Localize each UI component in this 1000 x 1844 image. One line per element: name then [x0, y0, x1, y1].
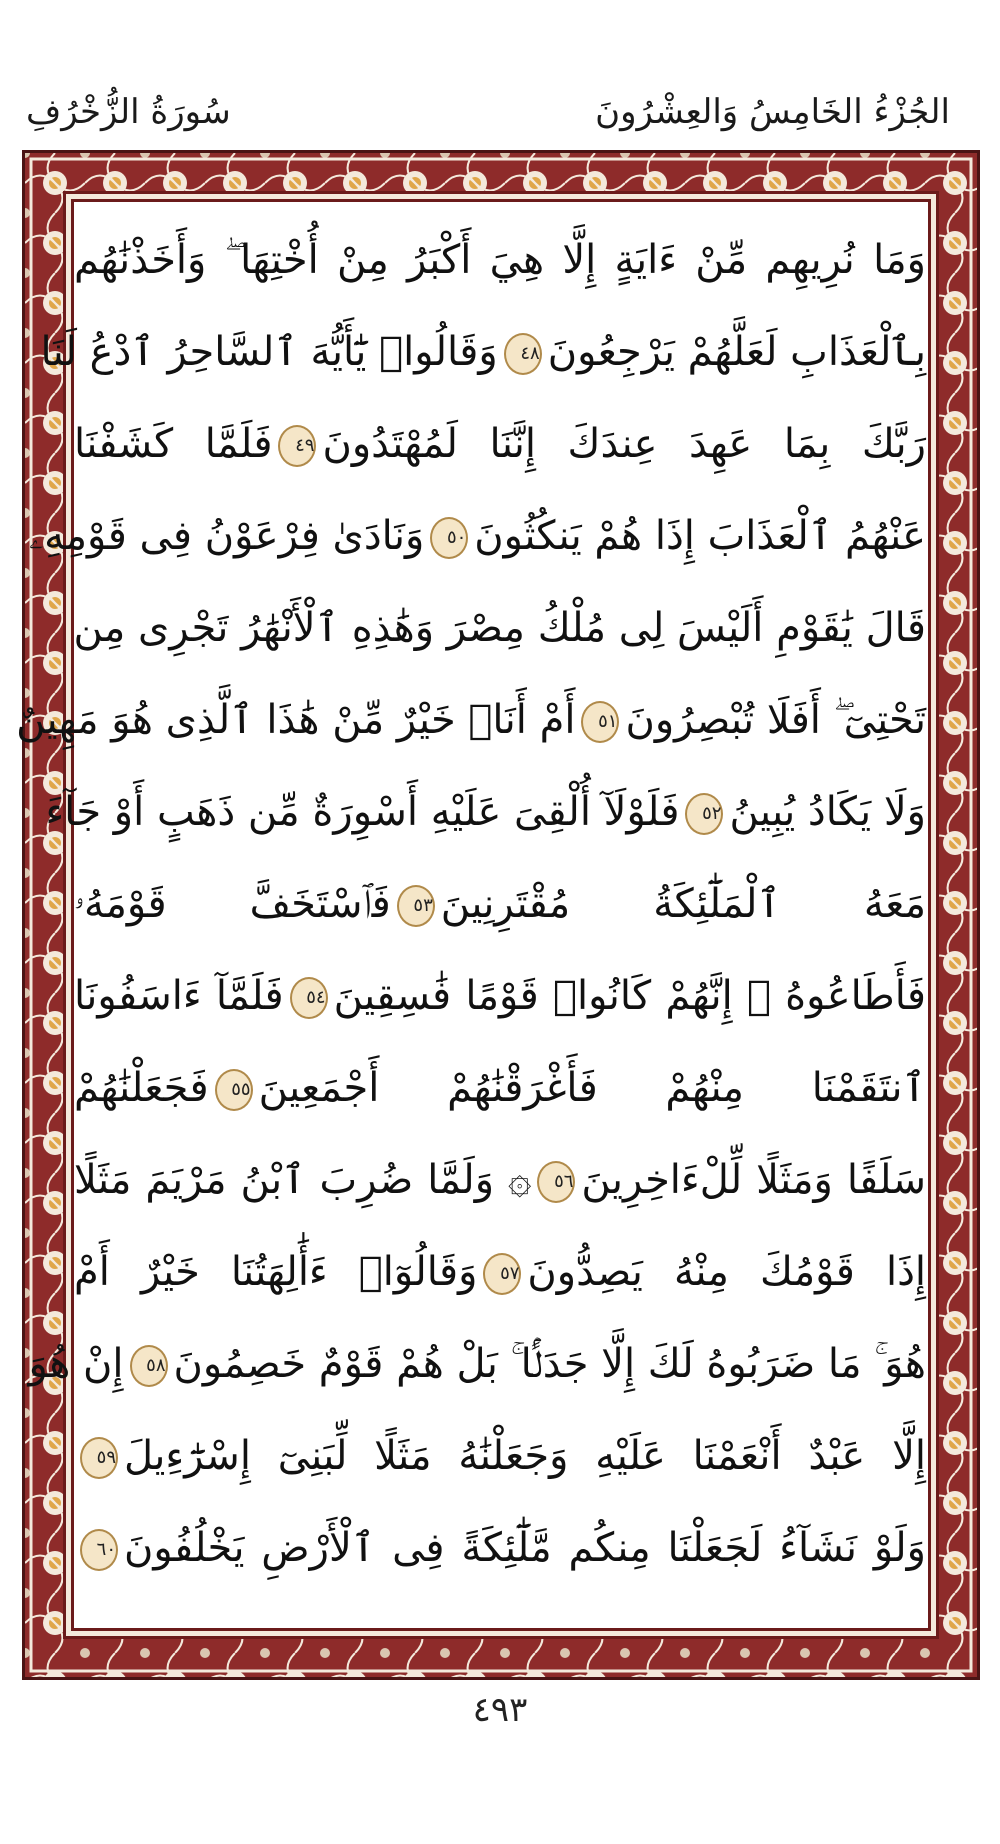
- text-line: [74, 1508, 926, 1588]
- ayah-number-marker: ٦٠: [80, 1529, 118, 1571]
- ayah-number-marker: ٤٨: [504, 333, 542, 375]
- verse-text: فَأَطَاعُوهُ ۚ إِنَّهُمْ كَانُوا۟ قَوْمًا فَٰسِقِينَ: [333, 973, 926, 1019]
- ayah-number-marker: ٤٩: [278, 425, 316, 467]
- text-line: [74, 1048, 926, 1128]
- text-line: [74, 956, 926, 1036]
- verse-text: أَمْ أَنَا۠ خَيْرٌ مِّنْ هَٰذَا ٱلَّذِى هُوَ مَهِينٌ: [16, 697, 576, 743]
- verse-text: فَلَوْلَآ أُلْقِىَ عَلَيْهِ أَسْوِرَةٌ مِّن ذَهَبٍ أَوْ جَآءَ: [45, 789, 680, 835]
- page-header: [0, 0, 1000, 150]
- verse-text: سَلَفًا وَمَثَلًا لِّلْءَاخِرِينَ: [581, 1157, 926, 1203]
- text-line: [45, 772, 926, 852]
- verse-text: عَنْهُمُ ٱلْعَذَابَ إِذَا هُمْ يَنكُثُونَ: [474, 513, 926, 559]
- verse-text: إِنْ هُوَ: [28, 1341, 124, 1387]
- verse-text: إِذَا قَوْمُكَ مِنْهُ يَصِدُّونَ: [527, 1249, 926, 1295]
- verse-text: ٱنتَقَمْنَا مِنْهُمْ فَأَغْرَقْنَٰهُمْ أَجْمَعِينَ: [258, 1065, 926, 1111]
- ayah-number-marker: ٥٧: [483, 1253, 521, 1295]
- text-line: [40, 312, 926, 392]
- text-line: [74, 1416, 926, 1496]
- quran-text: [16, 220, 927, 1620]
- text-line: [74, 1140, 926, 1220]
- verse-text: وَمَا نُرِيهِم مِّنْ ءَايَةٍ إِلَّا هِيَ أَكْبَرُ مِنْ أُخْتِهَا ۖ وَأَخَذْنَٰهُم: [74, 237, 926, 283]
- verse-text: تَحْتِىٓ ۖ أَفَلَا تُبْصِرُونَ: [625, 697, 926, 743]
- verse-text: ۞ وَلَمَّا ضُرِبَ ٱبْنُ مَرْيَمَ مَثَلًا: [74, 1157, 532, 1203]
- ayah-number-marker: ٥٣: [397, 885, 435, 927]
- verse-text: وَلَا يَكَادُ يُبِينُ: [729, 789, 926, 835]
- verse-text: وَلَوْ نَشَآءُ لَجَعَلْنَا مِنكُم مَّلَٰٓئِكَةً فِى ٱلْأَرْضِ يَخْلُفُونَ: [124, 1525, 926, 1571]
- text-line: [74, 588, 926, 668]
- ayah-number-marker: ٥٦: [537, 1161, 575, 1203]
- verse-text: هُوَ ۚ مَا ضَرَبُوهُ لَكَ إِلَّا جَدَلًۢا ۚ بَلْ هُمْ قَوْمٌ خَصِمُونَ: [173, 1341, 926, 1387]
- verse-text: وَقَالُوٓا۟ ءَأَٰلِهَتُنَا خَيْرٌ أَمْ: [74, 1249, 478, 1295]
- verse-text: قَالَ يَٰقَوْمِ أَلَيْسَ لِى مُلْكُ مِصْرَ وَهَٰذِهِ ٱلْأَنْهَٰرُ تَجْرِى مِن: [73, 605, 926, 651]
- verse-text: مَعَهُ ٱلْمَلَٰٓئِكَةُ مُقْتَرِنِينَ: [440, 881, 926, 927]
- ayah-number-marker: ٥٤: [290, 977, 328, 1019]
- verse-text: وَقَالُوا۟ يَٰٓأَيُّهَ ٱلسَّاحِرُ ٱدْعُ لَنَا: [40, 329, 498, 375]
- surah-name: سُورَةُ الزُّخْرُفِ: [26, 92, 231, 132]
- ayah-number-marker: ٥٠: [430, 517, 468, 559]
- ayah-number-marker: ٥١: [581, 701, 619, 743]
- verse-text: فَٱسْتَخَفَّ قَوْمَهُۥ: [74, 881, 391, 927]
- ayah-number-marker: ٥٨: [130, 1345, 168, 1387]
- text-line: [28, 1324, 926, 1404]
- text-line: [16, 680, 926, 760]
- juz-name: الجُزْءُ الخَامِسُ وَالعِشْرُونَ: [595, 92, 950, 132]
- page-number: ٤٩٣: [472, 1690, 528, 1730]
- text-line: [74, 864, 926, 944]
- verse-text: فَجَعَلْنَٰهُمْ: [74, 1065, 209, 1111]
- ayah-number-marker: ٥٥: [215, 1069, 253, 1111]
- verse-text: رَبَّكَ بِمَا عَهِدَ عِندَكَ إِنَّنَا لَمُهْتَدُونَ: [322, 421, 927, 467]
- verse-text: فَلَمَّآ ءَاسَفُونَا: [74, 973, 284, 1019]
- text-line: [74, 1232, 926, 1312]
- verse-text: وَنَادَىٰ فِرْعَوْنُ فِى قَوْمِهِۦ: [28, 513, 425, 559]
- text-line: [28, 496, 926, 576]
- ayah-number-marker: ٥٢: [685, 793, 723, 835]
- ayah-number-marker: ٥٩: [80, 1437, 118, 1479]
- text-line: [74, 220, 926, 300]
- verse-text: فَلَمَّا كَشَفْنَا: [74, 421, 273, 467]
- verse-text: بِٱلْعَذَابِ لَعَلَّهُمْ يَرْجِعُونَ: [547, 329, 926, 375]
- text-line: [74, 404, 926, 484]
- verse-text: إِلَّا عَبْدٌ أَنْعَمْنَا عَلَيْهِ وَجَعَلْنَٰهُ مَثَلًا لِّبَنِىٓ إِسْرَٰٓءِيلَ: [124, 1433, 926, 1479]
